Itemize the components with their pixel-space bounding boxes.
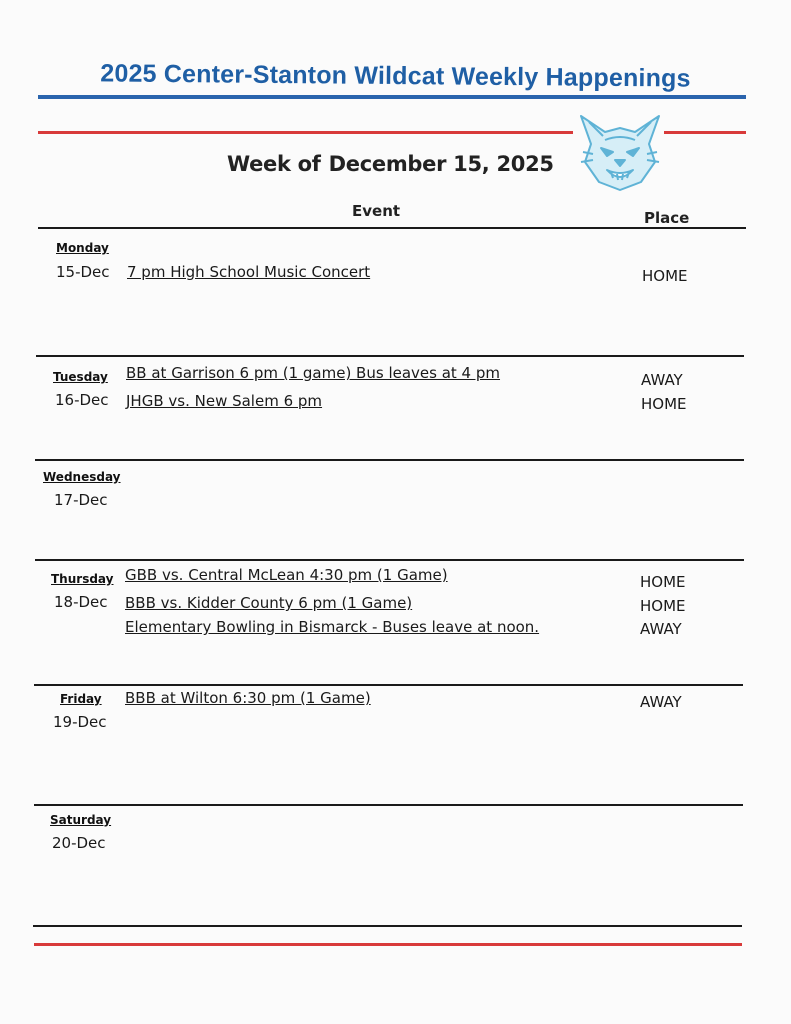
event-item: Elementary Bowling in Bismarck - Buses leave at noon.: [125, 618, 540, 636]
row-divider: [35, 459, 744, 461]
day-name: Wednesday: [43, 470, 121, 484]
event-item: 7 pm High School Music Concert: [127, 263, 371, 281]
row-divider: [36, 355, 744, 357]
event-place: AWAY: [640, 620, 682, 638]
place-column-header: Place: [644, 209, 690, 227]
day-name: Thursday: [51, 572, 114, 586]
event-place: HOME: [640, 597, 686, 615]
day-name: Saturday: [50, 813, 112, 827]
header-divider: [38, 227, 746, 229]
event-column-header: Event: [352, 202, 401, 220]
event-item: BBB at Wilton 6:30 pm (1 Game): [125, 689, 371, 707]
day-name: Monday: [56, 241, 109, 255]
event-place: AWAY: [641, 371, 683, 389]
row-divider: [33, 925, 742, 927]
day-date: 19-Dec: [53, 713, 107, 731]
wildcat-mascot-icon: [575, 110, 665, 192]
event-place: HOME: [640, 573, 686, 591]
event-place: HOME: [641, 395, 687, 413]
row-divider: [34, 804, 743, 806]
row-divider: [34, 684, 743, 686]
page-title: 2025 Center-Stanton Wildcat Weekly Happenings: [100, 59, 691, 93]
event-item: JHGB vs. New Salem 6 pm: [126, 392, 323, 410]
day-date: 17-Dec: [54, 491, 108, 509]
event-place: HOME: [642, 267, 688, 285]
event-item: BB at Garrison 6 pm (1 game) Bus leaves at 4 pm: [126, 364, 501, 382]
event-item: BBB vs. Kidder County 6 pm (1 Game): [125, 594, 413, 612]
row-divider: [35, 559, 744, 561]
week-date: December 15, 2025: [328, 152, 554, 176]
header-red-rule-left: [38, 131, 573, 134]
title-underline: [38, 95, 746, 99]
day-date: 18-Dec: [54, 593, 108, 611]
event-item: GBB vs. Central McLean 4:30 pm (1 Game): [125, 566, 448, 584]
day-name: Friday: [60, 692, 102, 706]
day-date: 16-Dec: [55, 391, 109, 409]
footer-red-rule: [34, 943, 742, 946]
week-label: Week of: [227, 152, 321, 176]
header-red-rule-right: [664, 131, 746, 134]
day-date: 15-Dec: [56, 263, 110, 281]
event-place: AWAY: [640, 693, 682, 711]
day-name: Tuesday: [53, 370, 108, 384]
week-heading: [227, 152, 554, 176]
day-date: 20-Dec: [52, 834, 106, 852]
